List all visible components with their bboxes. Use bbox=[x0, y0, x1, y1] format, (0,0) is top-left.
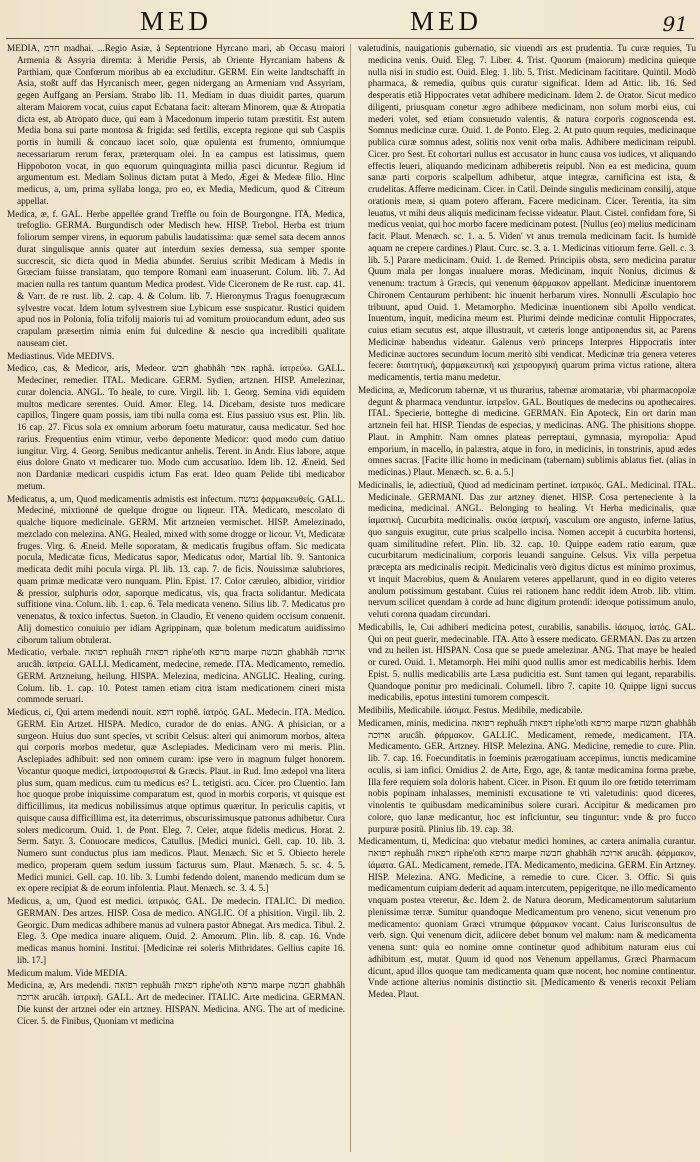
header-rule bbox=[6, 38, 694, 39]
page-number: 91 bbox=[662, 12, 688, 36]
header-word-left: MED bbox=[140, 6, 212, 36]
left-column bbox=[7, 44, 345, 1152]
entry-medicabilis: Medicabilis, le, Cui adhiberi medicina potest, curabilis, sanabilis. ἰάσιμος, ἰατός. GAL. Qui on peut guerir, medecinable. ITA. Atto à essere medicato. GERMAN. Das zu artzen vnd zu heilen ist. HISPAN. Cosa que se puede amelezinar. ANG. That maye be healed or cured. Ouid. 1. Metamorph. Hei mihi quod nullis amor est medicabilis herbis. Idem Epist. 5. nullis medicabilis arte Læsa pudicitia est. Sunt tamen qui legant, reparabilis. Quandoque ponitur pro medicinali. Columell. libro 7. capite 10. Quippe ligni succus medicabilis, epotus intestini tumorem compescit. bbox=[358, 622, 696, 704]
header-word-right: MED bbox=[410, 6, 482, 36]
entry-medica: Medica, æ, f. GAL. Herbe appellée grand Treffle ou foin de Bourgongne. ITA. Medica, trefoglio. GERMA. Burgundisch oder Medisch hew. HISP. Trebol. Herba est trium foliorum semper virens, in equorum pabulis laudatissima: quæ semel sata decem annos durat singulisque annis quater aut interdum sexies demessa, sua semper sponte succrescit, sic dicta quod in Media abundet. Seruius scribit Medicam à Medis in Græciam fuisse translatam, quo tempore Romani eam inuaserunt. Colum. lib. 7. Ad macien nulla res tantum quantum Medica prodest. Vide Ciceronem de Re rust. cap. 41. & Varr. de re rust. lib. 2. cap. 4. & Colum. lib. 7. Hieronymus Tragus foenugræcum sylvestre vocat. Idem lotum sylvestrem siue Lybicum esse suspicatur. Rustici quidem apud nos in Polonia, folia trifolij maioris tui ad vomitum prouocandum edunt, adeo sus crapulam præsertim nimia enim fui dulcedine & nescio qua incredibili qualitate nauseam ciet. bbox=[7, 209, 345, 349]
column-divider bbox=[350, 44, 351, 1152]
entry-medicina: Medicina, æ, Ars medendi. רפואה rephuâh רפאות riphe'oth מרפא marpe חבשה ghabhâh ארוכה arucâh. ἰατρική. GALL. Art de medeciner. ITALIC. Arte medicina. GERMAN. Die kunst der artznei oder ein artzney. HISPAN. Medicina. ANG. The art of medicine. Cicer. 5. de Finibus, Quoniam vt medicina bbox=[7, 981, 345, 1027]
entry-medicum-malum: Medicum malum. Vide MEDIA. bbox=[7, 968, 128, 979]
entry-medibilis: Medibilis, Medicabile. ἰάσιμα. Festus. Medibile, medicabile. bbox=[358, 706, 583, 716]
entry-medicina-cont: valetudinis, nauigationis gubernatio, sic viuendi ars est prudentia. Tu curæ requies, Tu medicina venis. Ouid. Eleg. 7. Liber. 4. Trist. Quorum (maiorum) medicina quieque nulla nisi in studio est. Ouid. Eleg. 1. lib. 5. Trist. Medicinam facititare. Quintil. Modò pharmaca, & remedia, quibus quis curatur significat. Idem ad Attic. lib. 16. Sed desperatis etiã Hippocrates vetat adhibere medicinam. Idem 2. de Orator. Sicut medico diligenti, priusquam conetur ægro adhibere medicinam, non solum morbi eius, cui mederi volet, sed etiam consuetudo valentis, & natura corporis cognoscenda est. Somnus medicinæ curæ. Ouid. 1. de Ponto. Eleg. 2. At puto quum requies, medicinaque publica curæ somnus adest, solitis nox venit orba malis. Adhibere medicinam reipubl. Cicer. pro Sest. Et cohortari nullus est accusator in hunc causa vos iudices, vt aliquando effectis leueri, aliquando medicinam adhiberetis reipubl. Non ea est medicina, quum sanæ parti corporis scalpellum adhibetur, atque integræ, carnificina est ista, & crudelitas. Afferre medicinam. Cicer. in Catil. Deinde singulis medicinam consilij, atque orationis meæ, si quam potero afferam. Facere medicinam. Cicer. Terentia, ita sim leuatus, vt mihi deus aliquis medicinam fecisse videatur. Plaut. Cistel. confidam fore, Si medicus veniat, qui hoc morbo facere medicinam potest. [Nullus (eo) melius medicinam facit. Plaut. Menæch. sc. 1. a. 5. Viden' vt anus tremula medicinam facit. Is humidè aquam ne crepere cardines.) Plaut. Curc. sc. 3. a. 1. Medicinas vitiorum ferre. Gell. c. 3. lib. 5.] Parare medicinam. Ouid. 1. de Remed. Principiis obsta, sero medicina paratur Quum mala per longas inualuere moras. Medicinam, inquit Nonius, dicimus & venenum: tractum à Græcis, qui venenum ϕάρμακον appellant. Medicinæ inuentorem Chironem Centaurum perhibent: hic inuenit herbarum vires. Nonnulli Æsculapio hoc tribuunt, apud Ouid. 1. Metamorpho. Medicinæ inuentionem sibi Apollo vendicat. Inuentum, inquit, medicina meum est. Plurimi deinde medicinæ contulit Hippocrates, cuius etiam secutus est, atque illustrauit, vt cæteris longe antiponendus sit, ac Parens Medicinæ habendus videatur. Galenus verò princeps Interpres Hippocratis inter Medicinæ auctores secundum locum meritò sibi vendicat. Medicinæ tria genera veteres fecere: διαιτητική, ϕαρμακευτική καὶ χειρουργική quarum prima victus ratione, altera medicamentis, tertia manu medetur. bbox=[358, 44, 696, 383]
entry-medicus-noun: Medicus, ci, Qui artem medendi nouit. רופא rophê. ἰατρός. GAL. Medecin. ITA. Medico. GERM. Ein Artzet. HISPA. Medico, curador de do enias. ANG. A phisician, or a surgeon. Huius duo sunt species, vt scribit Celsus: alteri qui animorum morbos, altera qui corporis morbos medetur, quæ Asclepiades. Medicinam vero mi meris. Plin. Asclepiades adhibuit: sed non omnem curam: ipse vero in magnum fulget honorem. Vocantur quoque medici, ἰατροσοφισταί & Græcis. Plaut. in Rud. Imo ædepol vna litera plus sum, quam medicus. cum tu medicus es? L. tetigisti. acu. Cicer. pro Cluentio. Iam hoc quoque probe iniquissime comparatum est, quod in morbis corporis, vt quisque est difficillimus, ita medicus nobilissimus atque optimus quæritur. In periculis capitis, vt quisque causa difficillima est, ita deterrimus, obscurissimusque patronus adhibetur. Cura solers medicorum. Ouid. 1. de Pont. Eleg. 7. Celer, atque fidelis medicus. Horat. 2. Serm. Satyr. 3. Conuocare medicos, Catullus. [Medici munici. Gell. cap. 10. lib. 3. Numero sunt conductus plus iam medicos. Plaut. Menæch. Sic et 5. Obiecto herele medico, properam quem sedum iussum facturus sum. Plaut. Mænæch. 5. sc. 4. 5. Medici munici. Gell. cap. 10. lib. 3. Lumbi fedendo dolent, manendo medicum dum se ex opere recipiat & de eorum infolentia. Plaut. Menæch. sc. 3. 4. 5.] bbox=[7, 708, 345, 895]
entry-medico: Medico, cas, & Medicor, aris, Medeor. חבש ghabhâh אפר raphâ. ἰατρεύω. GALL. Medeciner, remedier. ITAL. Medicare. GERM. Sydien, artznen. HISP. Amelezinar, curar dolencia. ANGL. To heale, to cure. Virgil. lib. 1. Georg. Semina vidi equidem multos medicare serentes. Ouid. Amor. Eleg. 14. Dicebam, desiste tuos medicare capillos, Tingere quam possis, iam tibi nulla coma est. Eius passiuo vsus est. Plin. lib. 16 cap. 27. Ficus sola ex omnium arborum foetu maturatur, causa medicatur. Sed hoc rarius. Frequentius enim vtimur, verbo deponente Medicor: quod modo cum datiuo iungitur. Virg. 4. Georg. Senibus medicantur anhelis. Terent. in Andr. Eius labore, atque eius dolore Gnato vt medicarer tuo. Modo cum accusatiuo. Idem lib. 12. Æneid. Sed non Dardaniæ medicari cuspidis ictum Fas erat. Ideo quam Pelide tibi medicabor metum. bbox=[7, 364, 345, 492]
entry-medicus-adj: Medicus, a, um, Quod est medici. ἰατρικός. GAL. De medecin. ITALIC. Di medico. GERMAN. Des artzes. HISP. Cosa de medico. ANGLIC. Of a phisition. Virgil. lib. 2. Georgic. Dum medicas adhibere manus ad vulnera pastor Abnegat. Ars medica. Tibul. 2. Eleg. 3. Ope medica inuare aliquem. Ouid. 2. Amorum. Plin. lib. 8. cap. 16. Vnde medicas manus homini. Institui. [Medicinæ rei soleris Mithridates. Gellius capite 16. lib. 17.] bbox=[7, 897, 345, 966]
entry-medicinalis: Medicinalis, le, adiectiuũ, Quod ad medicinam pertinet. ἰατρικός. GAL. Medicinal. ITAL. Medicinale. GERMANI. Das zur artzney dienet. HISP. Cosa perteneciente à la medicina, medicinal. ANGL. Belonging to healing. Vt Herba medicinalis, quæ ἰαματική. Cucurbita medicinalis. σικύα ἰατρική, vasculum ore angusto, inferne latius, quo sanguis exugitur, cute prius scalpello incisa. Nomen accepit à cucurbita hortensi, quam similitudine refert. Plin. lib. 32. cap. 10. Quippe eadem ratio earum, quæ cucurbitarum medicinalium, corporis leuandi sanguine. Celsus. Vix villa perpetua præcepta ars medicinalis recipit. Medicinalis verò digitus dictus est minimo proximus, vt inquit Macrobius, quem & Anularem veteres appellarunt, quod in eo digito veteres anulum potissimum gestabant. Cuius rei rationem hanc reddit idem Atrob. lib. vltim. nervum scilicet quendam à corde ad hunc digitum protendi: ideoque potissimum anulo, veluti corona quadam circundari. bbox=[358, 480, 696, 620]
entry-medicatus: Medicatus, a, um, Quod medicamentis admistis est infectum. נמשח ϕαρμακευθείς. GALL. Medeciné, mixtionné de quelque drogue ou liqueur. ITA. Medicato, mescolato di qualche liquore medicinale. GERM. Mit artzneien vermischet. HISP. Amelezinado, mezclado con melezina. ANG. Healed, mixed with some drogge or licour. Vt, Medicatæ fruges. Virg. 6. Æneid. Melle soporatam, & medicatis frugibus offam. Sic medicata pocula, Medicatæ ficus, Medicatus sapor, Medicatus odor, Martial lib. 9. Santonica medicata dedit mihi pocula virga. Pl. lib. 13. cap. 7. de ficis. Nouissimæ salubriores, quam primæ medicatæ vero nunquam. Plin. Epist. 17. Color cæruleo, albidior, viridior & pressior, sulphuris odor, saporque medicatus, vis, qua fracta solidantur. Medicata suffitione vina. Colum. lib. 1. cap. 6. Tela medicata veneno. Silius lib. 7. Medicatus pro venenatus, & toxico infectus. Sueton. in Claudio, Et veneno quidem occisum conuenit. Alij domestico conuiuio per idiam Agrippinam, quæ boletum medicatum auidissimo ciborum talium obtulerat. bbox=[7, 494, 345, 646]
entry-medicatio: Medicatio, verbale. רפואה rephuâh רפאות riphe'oth מרפא marpe חבשה ghabhâh ארוכה arucâh. ἰατρεία. GALLI. Medicament, medecine, remede. ITA. Medicamento, remedio. GERM. Artzneiung, heilung. HISPA. Melezina, medicina. ANGLIC. Healing, curing. Colum. lib. 1. cap. 10. Potest tamen etiam citra istam medicationem cineri mista commode seruari. bbox=[7, 648, 345, 706]
running-header bbox=[0, 4, 700, 38]
entry-medicamentum: Medicamentum, ti, Medicina: quo vtebatur medici homines, ac cætera animalia curantur. רפואה rephuâh רפאות riphe'oth מרפא marpe חבשה ghabhâh ארוכה arucâh. ϕάρμακον, ἰάματα. GAL. Medicament, remede. ITA. Medicamento, medicina. GERM. Ein Artzney. HISP. Melezina. ANG. Medicine, a remedie to cure. Cicer. 3. Offic. Si quis medicamentum cuipiam dederit ad aquam intercutem, pepigeritque, ne illo medicamento vnquam postea vteretur, &c. Idem 2. de Natura deorum, Medicamentorum salutarium plenissimæ terræ. Sumitur quandoque Medicamentum pro veneno, sicut venenum pro medicamento: quoniam Græci vtrumque ϕάρμακον vocant. Caius Iurisconsultus de verb. sign. Qui venenum dicit, adiicere debet bonum vel malum: nam & medicamenta venena sunt: quia eo nomine omne continetur quod adhibitum naturam eius cui adhibitum est, mutat. Quum id quod nos Venenum appellamus, Græci Pharmacum dicunt, apud illos quoque tam medicamenta quam quæ nocent, hoc nomine continentur. Vnde actione alterius nominis distinctio sit. [Medicamento & veneris recoxit Peliam Medea. Plaut. bbox=[358, 837, 696, 1000]
entry-media: MEDIA, חדמ madhai. ...Regio Asiæ, à Septentrione Hyrcano mari, ab Occasu maiori Armenia & Assyria diremta: à Meridie Persis, ab Oriente Hyrcaniam habens & Parthiam, quæ Confœrum moribus ab ea excluditur. GERM. Ein weite landtschafft in Asia, stoßt auff das Hyrcanisch meer, gegen nidergang an Armeniam vnd Assyriam, gegen Auffgang an Persiam. Strabo lib. 11. Mediam in duas diuidit partes, quarum alteram Maiorem vocat, cuius caput Ecbatana facit: alteram Minorem, quæ & Atropatia dicta est, ab Atropato duce, qui eam à Macedonum imperio tutam præstitit. Est autem Media bona sui parte montosa & frigida: sed fertilis, excepta regione qui sub Caspiis portis in humili & concauo iacet solo, quæ opulenta est frumento, omniumque necessariarum rerum ferax, præterquam olei. In ea campus est latissimus, quem Hippoboton vocat, in quo equorum quinquaginta millia pasci dicuntur. Regium id argumentum est. Mediam Solinus dictam putat à Medo, Ægei & Medeæ filio. Hinc medicus, a, um, prima syllaba longa, pro eo, ex Media, Medicum, quod & Citreum appellat. bbox=[7, 44, 345, 207]
entry-medicamen: Medicamen, minis, medicina. רפואה rephuâh רפאות riphe'oth מרפא marpe חבשה ghabhâh ארוכה arucâh. ϕάρμακον. GALLIC. Medicament, remede, medicament. ITA. Medicamento. GER. Artzney. HISP. Melezina. ANG. Medicine, remedie to cure. Plin. lib. 7. cap. 16. Foecunditatis in foeminis prærogatiuam accepimus, iunctis medicamine oculis, si iam infici. Omidius 2. de Arte, Ergo, age, & tantæ medicamina forma præbe, Illa fere requiem sola doloris habent. Cicer. in Pison. Et quum ilo ore fœtido teterrimam nobis popinam inhalasses, meministi excusatione te vti valetudinis: quod diceres, vinolentis te quibusdam medicaminibus solere curari. Accipitur & medicamen pro colore, quo lanæ medicantur, hoc est inficiuntur, seu tinguntur: vnde & pro fucco purpuræ positũ. Plinius lib. 19. cap. 38. bbox=[358, 718, 696, 835]
entry-mediastinus: Mediastinus. Vide MEDIVS. bbox=[7, 351, 115, 362]
right-column bbox=[358, 44, 696, 1152]
entry-medicina-taberna: Medicina, æ, Medicorum tabernæ, vt us thurarius, tabernæ aromatariæ, vbi pharmacopolæ degunt & pharmaca venduntur. ἰατρεῖον. GAL. Boutiques de medecins ou apothecaires. ITAL. Specierie, botteghe di medicine. GERMAN. Ein Apoteck, Ein ort darin man artznein feil hat. HISP. Tiendas de especias, y medicinas. ANG. The phisitions shoppe. Plaut. in Amphitr. Nam omnes plateas perreptaui, gymnasia, myropolia: Apud emporium, in macello, in palæstra, atque in foro, in medicinis, in tonstrinis, apud ædes omnes sacras. [Facite illic homo in medicinam (tabernam) sublimis ablatus fiet. (alias in medicinas.) Plaut. Menæch. sc. 6. a. 5.] bbox=[358, 385, 696, 478]
